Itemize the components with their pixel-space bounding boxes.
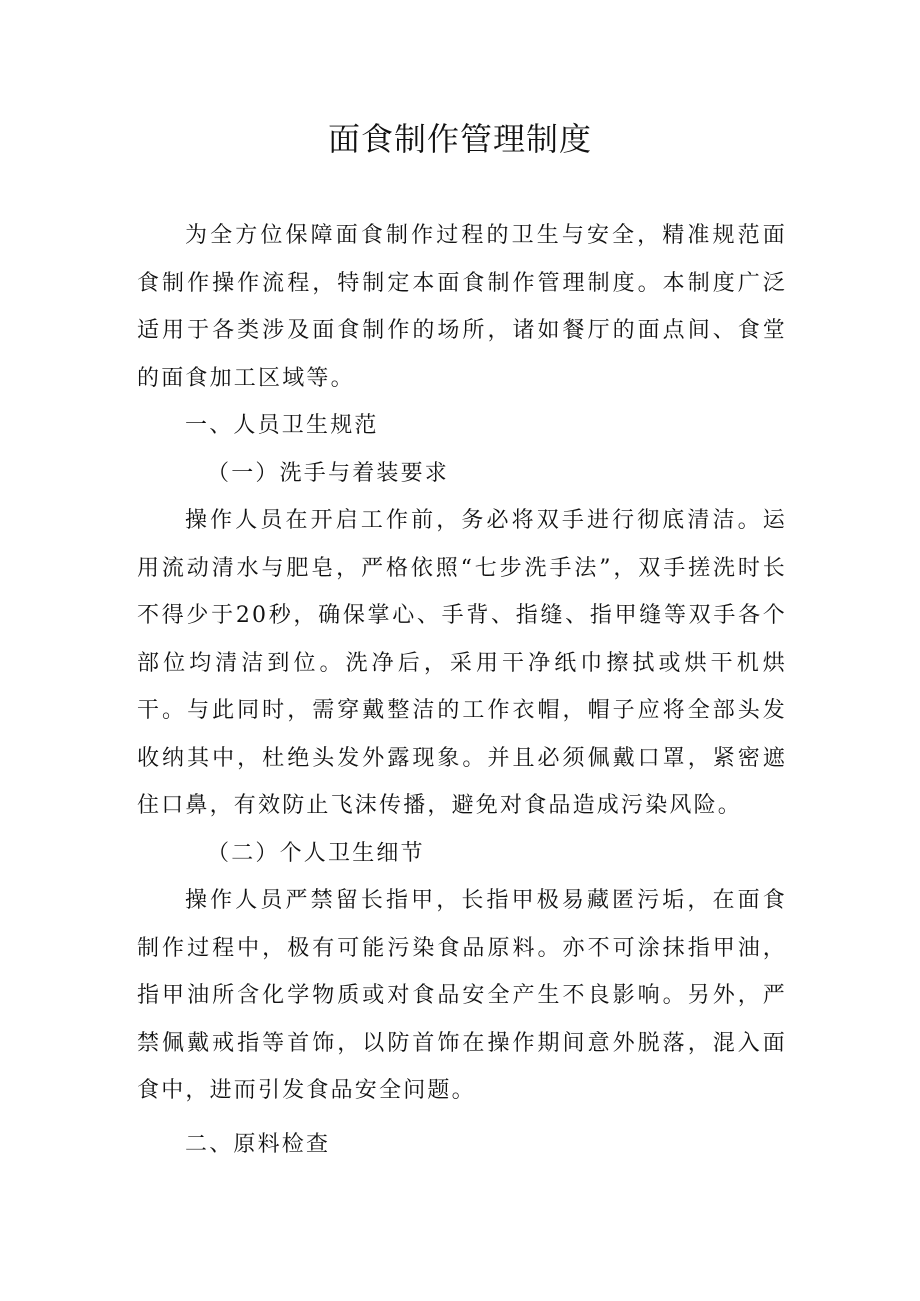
section-heading-raw-materials: 二、原料检查	[185, 1131, 331, 1157]
handwashing-paragraph: 操作人员在开启工作前，务必将双手进行彻底清洁。运用流动清水与肥皂，严格依照“七步洗手法”，双手搓洗时长不得少于20秒，确保掌心、手背、指缝、指甲缝等双手各个部位均清洁到位。洗净后，采用干净纸巾擦拭或烘干机烘干。与此同时，需穿戴整洁的工作衣帽，帽子应将全部头发收纳其中，杜绝头发外露现象。并且必须佩戴口罩，紧密遮住口鼻，有效防止飞沫传播，避免对食品造成污染风险。	[137, 508, 787, 818]
intro-paragraph: 为全方位保障面食制作过程的卫生与安全，精准规范面食制作操作流程，特制定本面食制作管理制度。本制度广泛适用于各类涉及面食制作的场所，诸如餐厅的面点间、食堂的面食加工区域等。	[137, 223, 787, 391]
subsection-heading-handwashing: （一）洗手与着装要求	[207, 460, 450, 486]
section-heading-personnel-hygiene: 一、人员卫生规范	[185, 413, 379, 438]
page-title: 面食制作管理制度	[327, 120, 592, 158]
document-body	[137, 212, 787, 1168]
subsection-heading-personal-hygiene: （二）个人卫生细节	[207, 840, 425, 866]
personal-hygiene-paragraph: 操作人员严禁留长指甲，长指甲极易藏匿污垢，在面食制作过程中，极有可能污染食品原料。亦不可涂抹指甲油，指甲油所含化学物质或对食品安全产生不良影响。另外，严禁佩戴戒指等首饰，以防首饰在操作期间意外脱落，混入面食中，进而引发食品安全问题。	[137, 888, 787, 1103]
